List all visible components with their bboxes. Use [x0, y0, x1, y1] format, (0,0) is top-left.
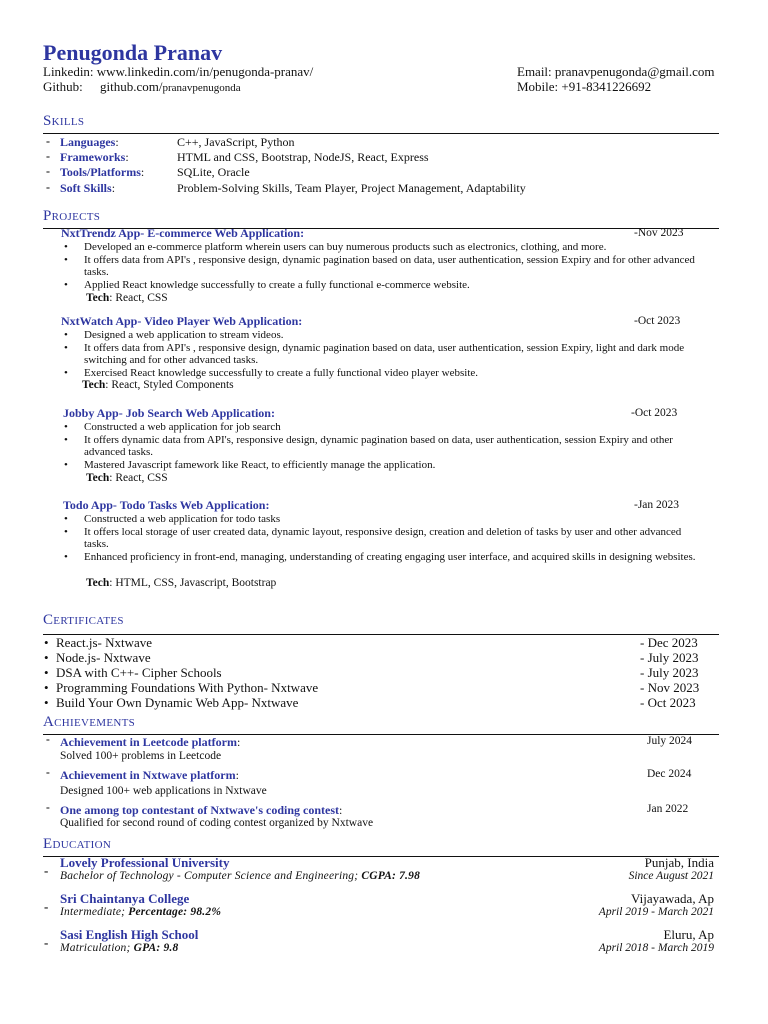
achievement-entry: - One among top contestant of Nxtwave's coding contest: Jan 2022 Qualified for second round of coding contest organized by Nxtwave [46, 802, 689, 829]
certificate-name: Programming Foundations With Python- Nxtwave [56, 680, 319, 695]
skills-heading: Skills [43, 113, 85, 129]
school-location: Vijayawada, Ap [631, 891, 714, 906]
achievements-heading: Achievements [43, 714, 136, 730]
projects-heading: Projects [43, 208, 101, 224]
certificate-row: • Build Your Own Dynamic Web App- Nxtwave - Oct 2023 [44, 695, 696, 710]
project-bullets [62, 329, 702, 379]
school-name: Sri Chaintanya College [60, 891, 190, 906]
certificate-row: • Node.js- Nxtwave - July 2023 [44, 650, 699, 665]
achievement-date: July 2024 [647, 735, 693, 747]
education-entry: - Sasi English High School Eluru, Ap Matriculation; GPA: 9.8 April 2018 - March 2019 [44, 927, 714, 954]
list-item: • Designed a web application to stream videos. [62, 329, 702, 342]
certificate-row: • React.js- Nxtwave - Dec 2023 [44, 635, 698, 650]
skills-divider [43, 133, 719, 134]
list-item: • Enhanced proficiency in front-end, managing, understanding of creating engaging user interface, and acquired skills in designing websites. [62, 551, 702, 564]
github-link[interactable]: github.com/pranavpenugonda [99, 79, 241, 94]
education-entry: - Sri Chaintanya College Vijayawada, Ap Intermediate; Percentage: 98.2% April 2019 - March 2021 [44, 891, 714, 918]
project-tech: Tech: React, CSS [86, 472, 168, 484]
certificate-name: Node.js- Nxtwave [56, 650, 151, 665]
certificates-heading: Certificates [43, 612, 124, 628]
list-item: • It offers local storage of user created data, dynamic layout, responsive design, creation and deletion of tasks by user and other advanced tasks. [62, 526, 702, 551]
project-tech: Tech: React, CSS [86, 292, 168, 304]
achievement-date: Dec 2024 [647, 768, 692, 780]
certificate-date: - Oct 2023 [640, 695, 696, 710]
degree: Matriculation; GPA: 9.8 [60, 942, 179, 954]
github-label: Github: [43, 79, 83, 94]
list-item: • Applied React knowledge successfully to create a fully functional e-commerce website. [62, 279, 702, 292]
project-tech: Tech: HTML, CSS, Javascript, Bootstrap [86, 577, 277, 589]
achievement-title: Achievement in Leetcode platform: [60, 735, 241, 749]
achievement-date: Jan 2022 [647, 803, 689, 815]
education-period: April 2019 - March 2021 [598, 906, 714, 918]
achievement-title: One among top contestant of Nxtwave's coding contest: [60, 803, 343, 817]
project-title: Todo App- Todo Tasks Web Application: [63, 498, 270, 512]
certificate-row: • Programming Foundations With Python- Nxtwave - Nov 2023 [44, 680, 700, 695]
certificate-date: - July 2023 [640, 650, 699, 665]
education-entry: - Lovely Professional University Punjab, India Bachelor of Technology - Computer Science and Engineering; CGPA: 7.98 Since August 2021 [44, 855, 714, 882]
project-bullets [62, 241, 702, 291]
linkedin-label: Linkedin: [43, 64, 94, 79]
mobile-line [517, 79, 651, 94]
list-item: • Constructed a web application for job search [62, 421, 702, 434]
certificate-name: Build Your Own Dynamic Web App- Nxtwave [56, 695, 299, 710]
project-date: -Oct 2023 [631, 407, 678, 419]
achievement-desc: Qualified for second round of coding contest organized by Nxtwave [60, 817, 374, 829]
education-heading: Education [43, 836, 112, 852]
project-entry [44, 499, 720, 594]
education-period: Since August 2021 [628, 870, 714, 882]
project-title: NxtWatch App- Video Player Web Application: [61, 314, 303, 328]
school-location: Punjab, India [644, 855, 714, 870]
email-link[interactable]: pranavpenugonda@gmail.com [554, 64, 715, 79]
project-date: -Oct 2023 [634, 315, 681, 327]
linkedin-link[interactable]: www.linkedin.com/in/penugonda-pranav/ [96, 64, 314, 79]
project-tech: Tech: React, Styled Components [82, 379, 234, 391]
list-item: • Mastered Javascript famework like React, to efficiently manage the application. [62, 459, 702, 472]
achievement-entry: - Achievement in Leetcode platform: July 2024 Solved 100+ problems in Leetcode [46, 734, 693, 762]
project-date: -Jan 2023 [634, 499, 680, 511]
list-item: • Exercised React knowledge successfully to create a fully functional video player website. [62, 367, 702, 380]
education-period: April 2018 - March 2019 [598, 942, 714, 954]
project-title: Jobby App- Job Search Web Application: [63, 406, 275, 420]
project-title: NxtTrendz App- E-commerce Web Application: [61, 226, 305, 240]
github-line [43, 79, 241, 96]
achievement-desc: Solved 100+ problems in Leetcode [60, 750, 222, 762]
school-location: Eluru, Ap [663, 927, 714, 942]
list-item: • Constructed a web application for todo tasks [62, 513, 702, 526]
mobile-label: Mobile: [517, 79, 559, 94]
list-item: • It offers data from API's , responsive design, dynamic pagination based on data, user authentication, session Expiry, light and dark mode switching and for other advanced tasks. [62, 342, 702, 367]
mobile-number: +91-8341226692 [561, 79, 652, 94]
degree: Intermediate; Percentage: 98.2% [60, 906, 222, 918]
certificate-date: - July 2023 [640, 665, 699, 680]
list-item: • It offers dynamic data from API's, responsive design, dynamic pagination based on data, user authentication, session Expiry and other advanced tasks. [62, 434, 702, 459]
certificate-name: DSA with C++- Cipher Schools [56, 665, 222, 680]
list-item: • It offers data from API's , responsive design, dynamic pagination based on data, user authentication, session Expiry and for other advanced tasks. [62, 254, 702, 279]
list-item: • Developed an e-commerce platform wherein users can buy numerous products such as electronics, clothing, and more. [62, 241, 702, 254]
degree: Bachelor of Technology - Computer Science and Engineering; CGPA: 7.98 [60, 870, 421, 882]
email-label: Email: [517, 64, 552, 79]
achievement-title: Achievement in Nxtwave platform: [60, 768, 239, 782]
candidate-name: Penugonda Pranav [43, 40, 223, 65]
project-bullets [62, 513, 702, 563]
certificate-date: - Dec 2023 [640, 635, 698, 650]
certificate-name: React.js- Nxtwave [56, 635, 153, 650]
email-line [517, 64, 715, 79]
school-name: Lovely Professional University [60, 855, 230, 870]
linkedin-line [43, 64, 313, 79]
school-name: Sasi English High School [60, 927, 199, 942]
certificate-row: • DSA with C++- Cipher Schools - July 2023 [44, 665, 699, 680]
project-entry [44, 315, 720, 395]
achievement-entry: - Achievement in Nxtwave platform: Dec 2024 Designed 100+ web applications in Nxtwave [46, 767, 692, 797]
project-bullets [62, 421, 702, 471]
project-entry [44, 407, 720, 487]
certificate-date: - Nov 2023 [640, 680, 700, 695]
project-entry [44, 227, 720, 307]
project-date: -Nov 2023 [634, 227, 684, 239]
achievement-desc: Designed 100+ web applications in Nxtwave [60, 785, 267, 797]
